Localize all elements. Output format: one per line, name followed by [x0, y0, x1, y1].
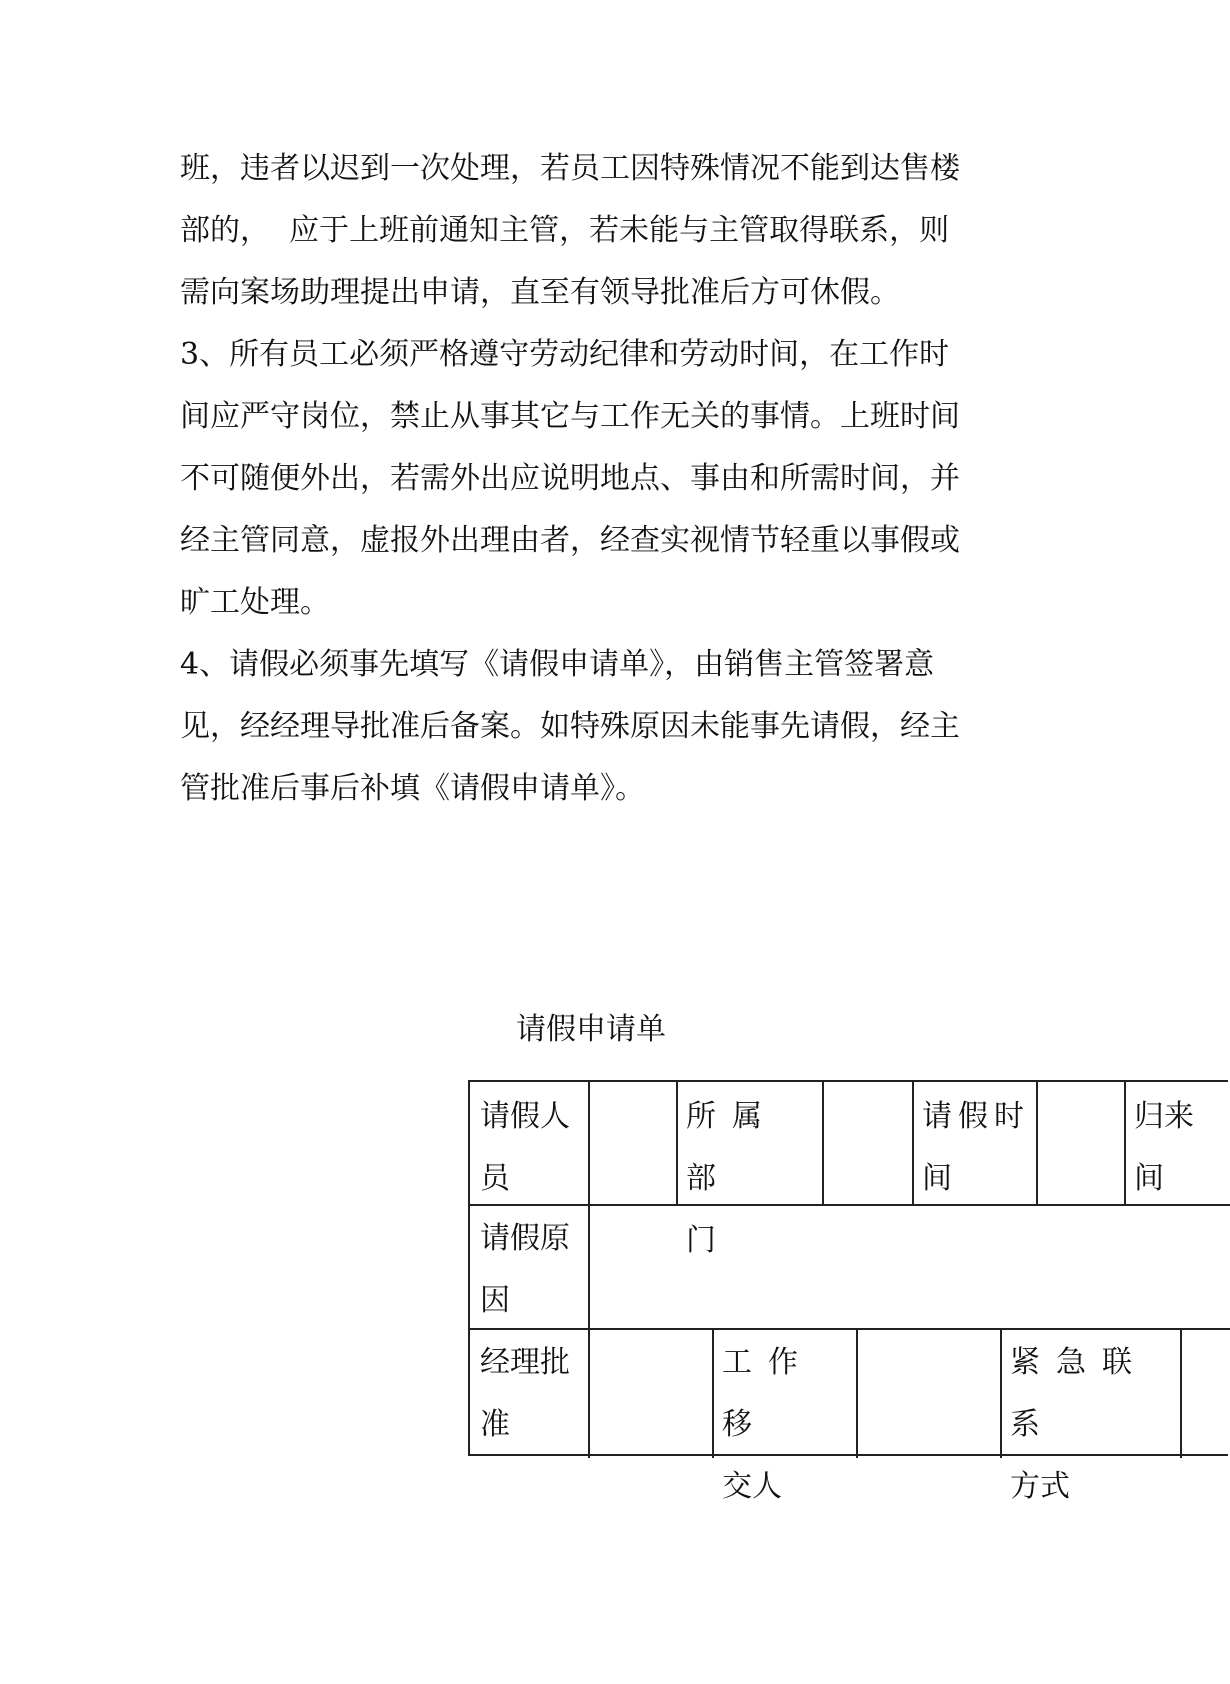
paragraph-line: 不可随便外出，若需外出应说明地点、事由和所需时间，并 [180, 461, 960, 496]
leave-time-value-cell[interactable] [1036, 1082, 1124, 1204]
paragraph-line: 管批准后事后补填《请假申请单》。 [180, 771, 645, 806]
reason-label-line1: 请假原 [480, 1221, 570, 1256]
emergency-contact-label [1000, 1328, 1180, 1518]
leave-form-table [468, 1080, 1228, 1504]
manager-approval-value-cell[interactable] [588, 1328, 712, 1458]
paragraph-line: 需向案场助理提出申请，直至有领导批准后方可休假。 [180, 275, 900, 310]
department-value-cell[interactable] [822, 1082, 912, 1204]
regulation-text [180, 138, 1040, 820]
paragraph-line: 4、请假必须事先填写《请假申请单》，由销售主管签署意 [180, 647, 935, 682]
manager-approval-label-line2: 准 [480, 1407, 510, 1442]
form-title: 请假申请单 [516, 1012, 666, 1047]
manager-approval-label-line1: 经理批 [480, 1345, 570, 1380]
leave-time-label-line2: 间 [922, 1161, 952, 1196]
paragraph-line: 3、所有员工必须严格遵守劳动纪律和劳动时间，在工作时 [180, 337, 950, 372]
applicant-label-line2: 员 [480, 1161, 510, 1196]
department-label-line2: 门 [686, 1223, 716, 1258]
emergency-contact-label-line1: 紧急联系 [1010, 1345, 1148, 1442]
leave-form [468, 1080, 1194, 1504]
reason-label [470, 1204, 588, 1332]
handover-label-line2: 交人 [722, 1469, 782, 1504]
paragraph-line: 间应严守岗位，禁止从事其它与工作无关的事情。上班时间 [180, 399, 960, 434]
paragraph-line: 经主管同意，虚报外出理由者，经查实视情节轻重以事假或 [180, 523, 960, 558]
department-label-line1: 所属部 [686, 1099, 778, 1196]
manager-approval-label [470, 1328, 588, 1456]
handover-label-line1: 工作移 [722, 1345, 814, 1442]
return-time-label-line1: 归来 [1134, 1099, 1194, 1134]
leave-time-label-line1: 请假时 [922, 1099, 1030, 1134]
paragraph-line: 见，经经理导批准后备案。如特殊原因未能事先请假，经主 [180, 709, 960, 744]
paragraph-line: 部的， 应于上班前通知主管，若未能与主管取得联系，则 [180, 213, 950, 248]
reason-value-cell[interactable] [588, 1204, 1230, 1328]
applicant-label [470, 1082, 588, 1210]
emergency-contact-value-cell[interactable] [1180, 1328, 1230, 1458]
return-time-label-line2: 间 [1134, 1161, 1164, 1196]
return-time-label [1124, 1082, 1230, 1210]
paragraph-line: 旷工处理。 [180, 585, 330, 620]
leave-time-label [912, 1082, 1036, 1210]
applicant-value-cell[interactable] [588, 1082, 676, 1204]
handover-label [712, 1328, 856, 1518]
reason-label-line2: 因 [480, 1283, 510, 1318]
emergency-contact-label-line2: 方式 [1010, 1469, 1070, 1504]
paragraph-line: 班，违者以迟到一次处理，若员工因特殊情况不能到达售楼 [180, 151, 960, 186]
applicant-label-line1: 请假人 [480, 1099, 570, 1134]
handover-value-cell[interactable] [856, 1328, 1000, 1458]
